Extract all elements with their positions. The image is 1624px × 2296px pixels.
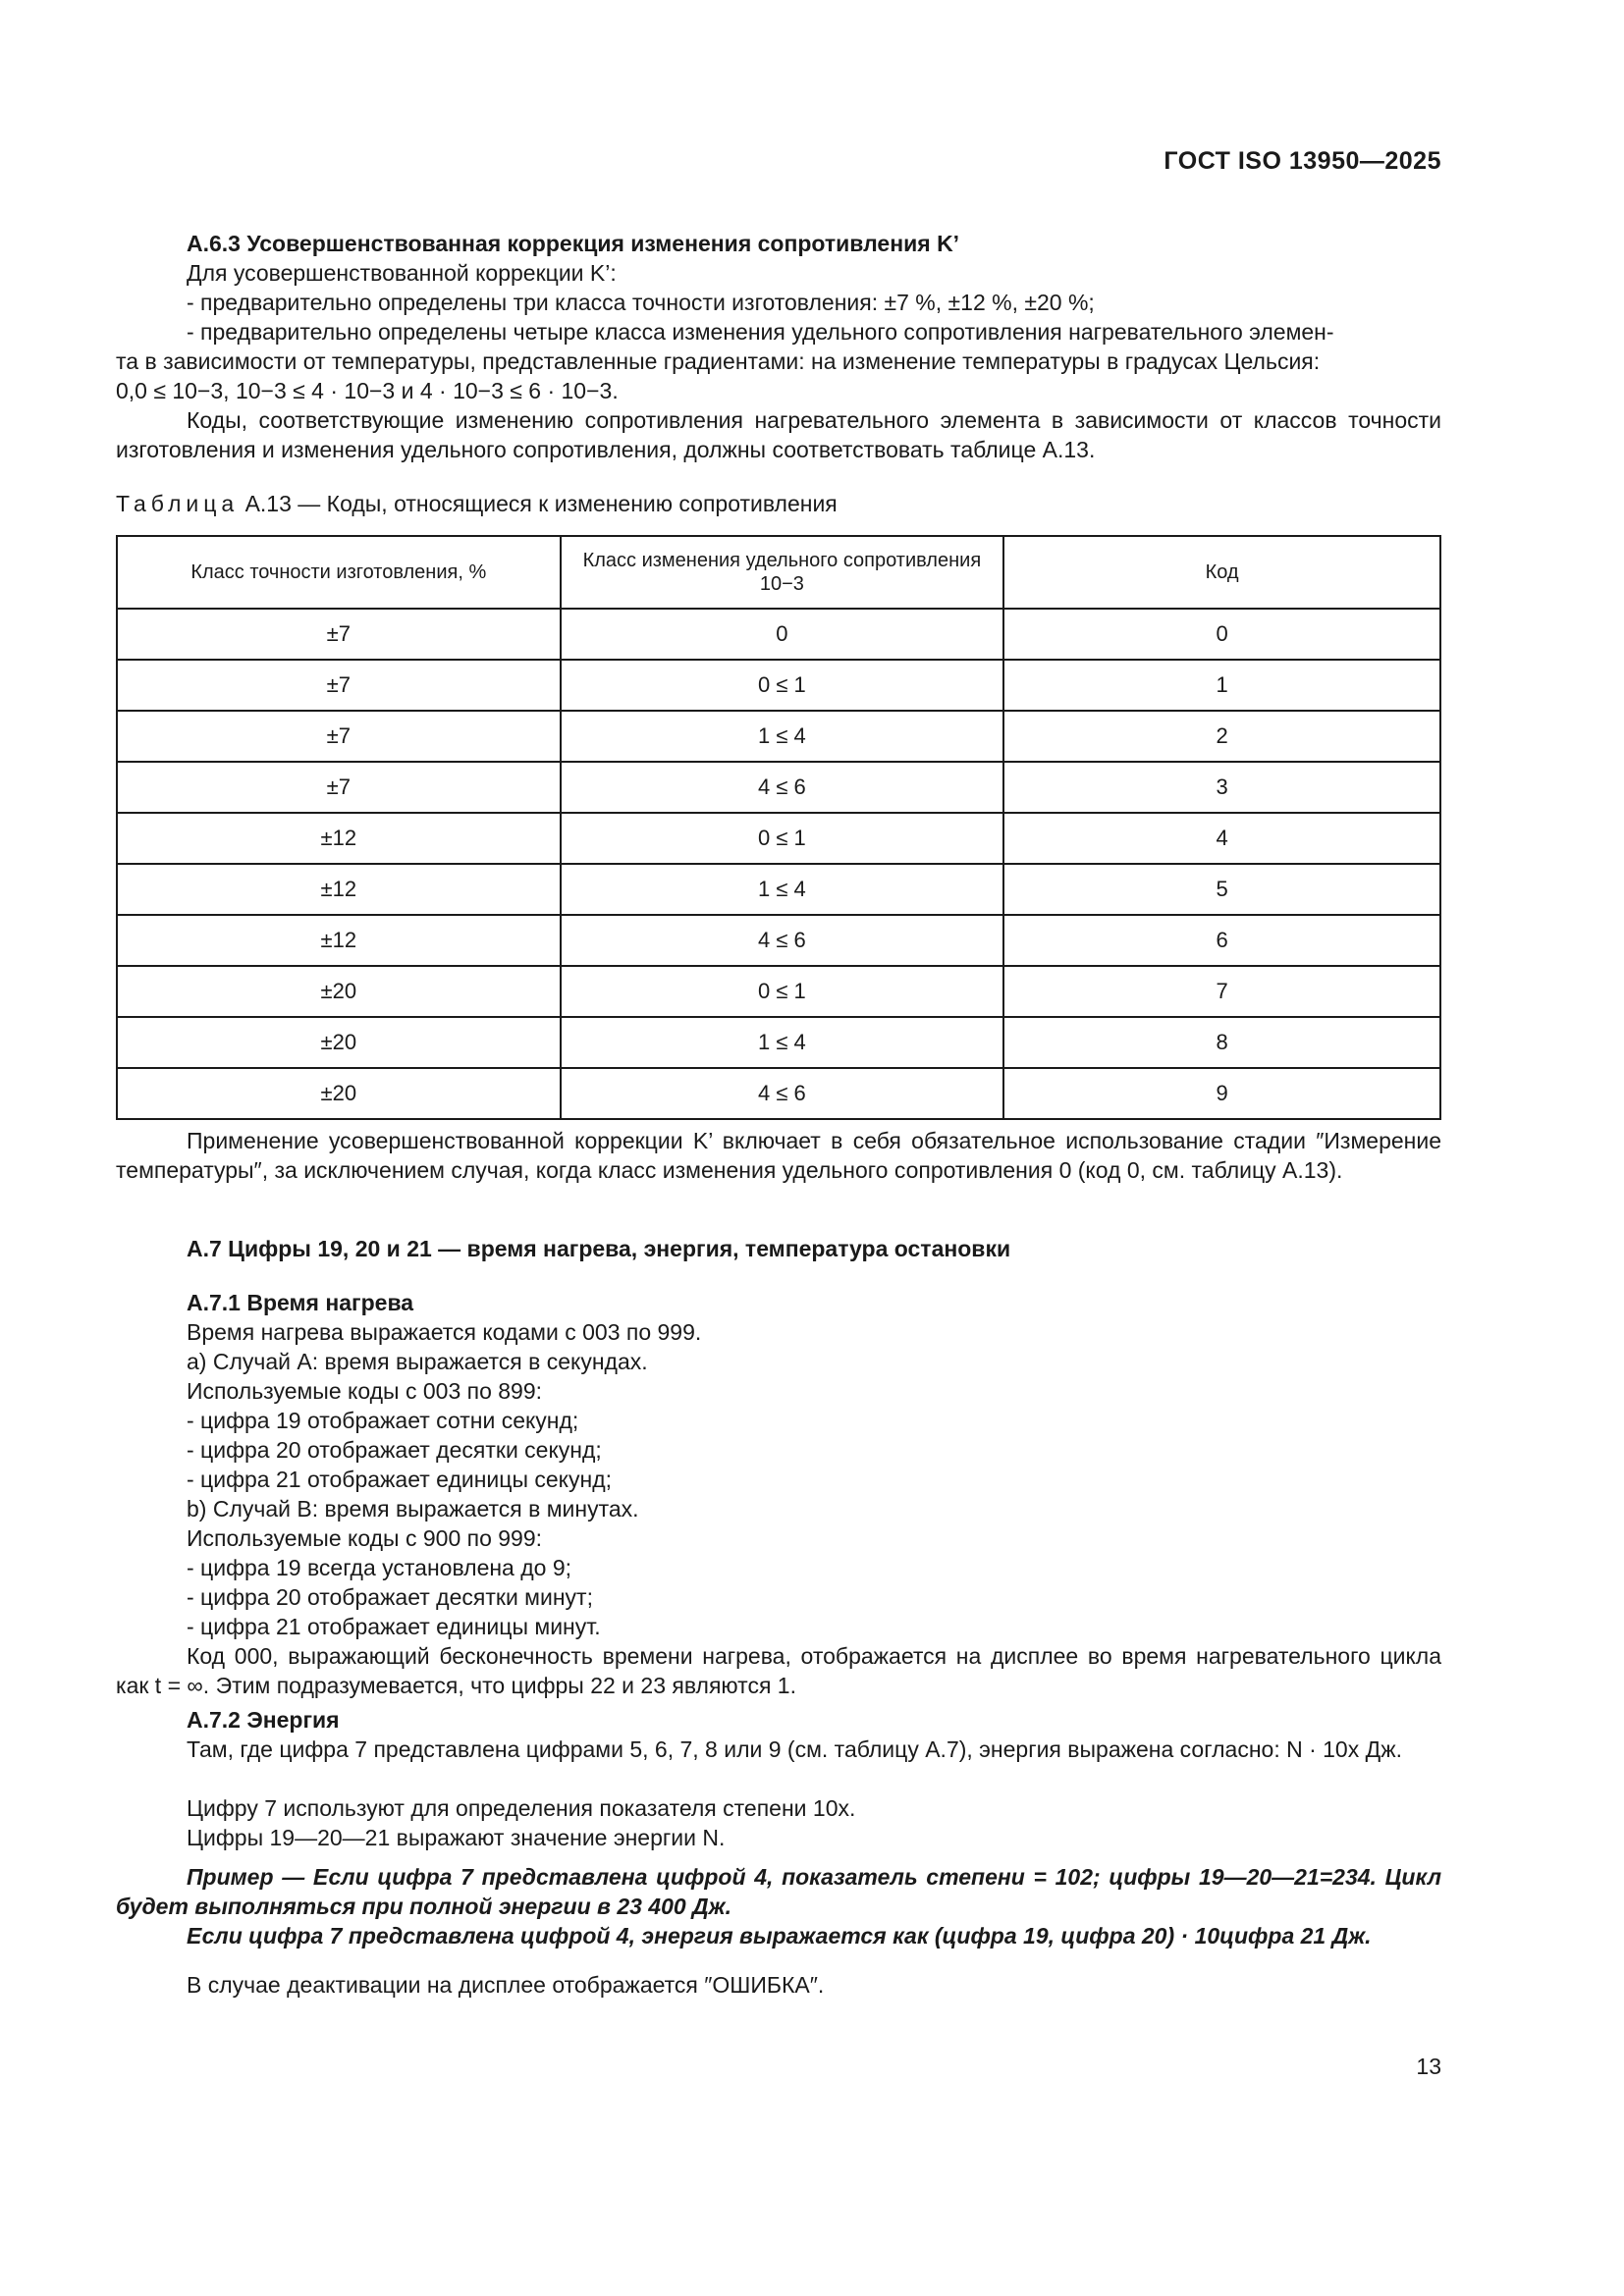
cell-code: 7 [1003, 966, 1440, 1017]
section-a63-heading: А.6.3 Усовершенствованная коррекция изменения сопротивления K’ [187, 231, 960, 256]
table-row [117, 915, 1440, 966]
list-item: - цифра 20 отображает десятки минут; [187, 1584, 593, 1610]
list-item: a) Случай А: время выражается в секундах. [187, 1349, 648, 1374]
section-a71-heading: А.7.1 Время нагрева [187, 1290, 414, 1315]
table-row [117, 762, 1440, 813]
energy-paragraph: Там, где цифра 7 представлена цифрами 5, 6, 7, 8 или 9 (см. таблицу А.7), энергия выражена согласно: N · 10x Дж. [187, 1736, 1402, 1762]
cell-resistivity: 0 ≤ 1 [561, 966, 1004, 1017]
cell-resistivity: 0 ≤ 1 [561, 660, 1004, 711]
table-row [117, 864, 1440, 915]
cell-accuracy: ±12 [117, 813, 561, 864]
cell-accuracy: ±7 [117, 762, 561, 813]
table-header-row [117, 536, 1440, 609]
list-item: - цифра 21 отображает единицы минут. [187, 1614, 601, 1639]
cell-accuracy: ±12 [117, 915, 561, 966]
table-row [117, 1068, 1440, 1119]
after-table-paragraph: Применение усовершенствованной коррекции K’ включает в себя обязательное использование стадии ″Измерение температуры″, за исключением случая, когда класс изменения удельного сопротивления 0 (код 0, см. таблицу А.13). [116, 1128, 1441, 1183]
list-item: - цифра 19 отображает сотни секунд; [187, 1408, 579, 1433]
code-000-paragraph: Код 000, выражающий бесконечность времени нагрева, отображается на дисплее во время нагревательного цикла как t = ∞. Этим подразумевается, что цифры 22 и 23 являются 1. [116, 1643, 1441, 1698]
cell-accuracy: ±7 [117, 660, 561, 711]
bullet-accuracy-classes: - предварительно определены три класса точности изготовления: ±7 %, ±12 %, ±20 %; [187, 290, 1095, 315]
resistivity-ranges: 0,0 ≤ 10−3, 10−3 ≤ 4 · 10−3 и 4 · 10−3 ≤ 6 · 10−3. [116, 378, 619, 403]
header-resistivity-class: Класс изменения удельного сопротивления 10−3 [561, 536, 1004, 609]
cell-code: 3 [1003, 762, 1440, 813]
table-caption [116, 491, 838, 517]
bullet-resistivity-classes: - предварительно определены четыре класса изменения удельного сопротивления нагревательного элемен- [187, 319, 1334, 345]
cell-code: 0 [1003, 609, 1440, 660]
table-row [117, 1017, 1440, 1068]
cell-code: 8 [1003, 1017, 1440, 1068]
page-number: 13 [1416, 2054, 1441, 2079]
table-caption-text: А.13 — Коды, относящиеся к изменению сопротивления [239, 491, 838, 516]
cell-accuracy: ±7 [117, 711, 561, 762]
cell-accuracy: ±20 [117, 966, 561, 1017]
example-paragraph-2: Если цифра 7 представлена цифрой 4, энергия выражается как (цифра 19, цифра 20) · 10цифра 21 Дж. [187, 1923, 1372, 1949]
cell-code: 2 [1003, 711, 1440, 762]
cell-resistivity: 1 ≤ 4 [561, 1017, 1004, 1068]
cell-code: 4 [1003, 813, 1440, 864]
cell-resistivity: 4 ≤ 6 [561, 1068, 1004, 1119]
cell-code: 1 [1003, 660, 1440, 711]
example-paragraph: Пример — Если цифра 7 представлена цифрой 4, показатель степени = 102; цифры 19—20—21=234. Цикл будет выполняться при полной энергии в 23 400 Дж. [116, 1864, 1441, 1919]
cell-resistivity: 4 ≤ 6 [561, 915, 1004, 966]
section-a72-heading: А.7.2 Энергия [187, 1707, 340, 1733]
table-row [117, 711, 1440, 762]
header-accuracy-class: Класс точности изготовления, % [117, 536, 561, 609]
digit7-exponent-line: Цифру 7 используют для определения показателя степени 10x. [187, 1795, 856, 1821]
cell-code: 6 [1003, 915, 1440, 966]
table-row [117, 609, 1440, 660]
codes-paragraph: Коды, соответствующие изменению сопротивления нагревательного элемента в зависимости от классов точности изготовления и изменения удельного сопротивления, должны соответствовать таблице А.13. [116, 407, 1441, 462]
table-row [117, 660, 1440, 711]
codes-table [116, 535, 1441, 1120]
cell-accuracy: ±20 [117, 1068, 561, 1119]
document-id: ГОСТ ISO 13950—2025 [1164, 147, 1441, 175]
cell-accuracy: ±20 [117, 1017, 561, 1068]
energy-value-line: Цифры 19—20—21 выражают значение энергии N. [187, 1825, 726, 1850]
cell-accuracy: ±12 [117, 864, 561, 915]
table-row [117, 813, 1440, 864]
cell-resistivity: 0 ≤ 1 [561, 813, 1004, 864]
list-item: Используемые коды с 003 по 899: [187, 1378, 543, 1404]
cell-resistivity: 1 ≤ 4 [561, 711, 1004, 762]
cell-code: 5 [1003, 864, 1440, 915]
list-item: - цифра 20 отображает десятки секунд; [187, 1437, 602, 1463]
table-caption-prefix: Таблица [116, 491, 240, 516]
cell-resistivity: 0 [561, 609, 1004, 660]
header-code: Код [1003, 536, 1440, 609]
cell-accuracy: ±7 [117, 609, 561, 660]
list-item: b) Случай B: время выражается в минутах. [187, 1496, 639, 1522]
section-a63-intro: Для усовершенствованной коррекции K’: [187, 260, 617, 286]
bullet-resistivity-classes-cont: та в зависимости от температуры, представленные градиентами: на изменение температуры в градусах Цельсия: [116, 348, 1321, 374]
list-item: - цифра 21 отображает единицы секунд; [187, 1467, 613, 1492]
section-a7-heading: А.7 Цифры 19, 20 и 21 — время нагрева, энергия, температура остановки [187, 1236, 1011, 1261]
cell-code: 9 [1003, 1068, 1440, 1119]
list-item: - цифра 19 всегда установлена до 9; [187, 1555, 572, 1580]
deactivation-line: В случае деактивации на дисплее отображается ″ОШИБКА″. [187, 1972, 825, 1998]
list-item: Используемые коды с 900 по 999: [187, 1525, 543, 1551]
table-row [117, 966, 1440, 1017]
list-item: Время нагрева выражается кодами с 003 по 999. [187, 1319, 702, 1345]
cell-resistivity: 4 ≤ 6 [561, 762, 1004, 813]
cell-resistivity: 1 ≤ 4 [561, 864, 1004, 915]
